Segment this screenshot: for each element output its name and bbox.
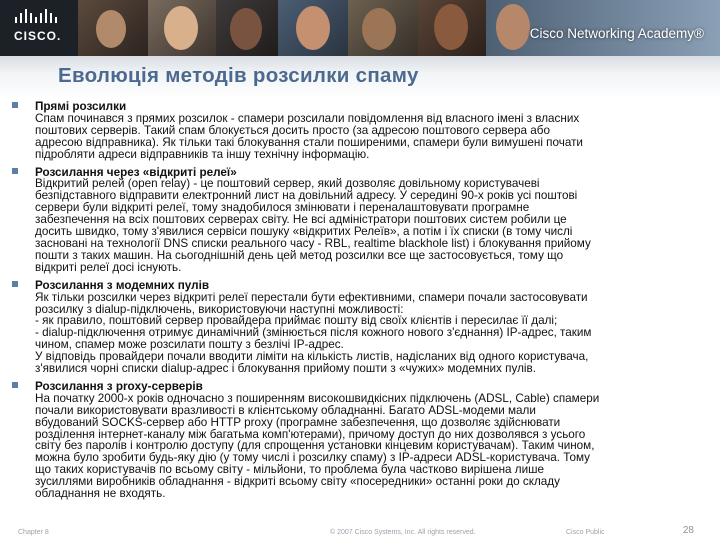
item-body: Як тільки розсилки через відкриті релеї перестали бути ефективними, спамери почали застосовувати розсилку з dialup-підключень, використовуючи наступні можливості: - як правило, поштовий сервер провайдера приймає пошту від своїх клієнтів і пересилає її далі; - dialup-підключення отримує динамічний (змінюється після кожного нового з'єднання) IP-адрес, таким чином, спамер може розсилати пошту з безлічі IP-адрес. У відповідь провайдери почали вводити ліміти на кількість листів, надісланих від одного користувача, з'явилися чорні списки dialup-адрес і блокування прийому пошти з «чужих» модемних пулів. xyxy=(35,290,592,376)
footer-classification: Cisco Public xyxy=(566,529,605,536)
content-list xyxy=(10,101,710,506)
header-banner xyxy=(0,0,720,56)
cisco-logo-text: CISCO. xyxy=(14,29,62,43)
item-title: Розсилання через «відкриті релеї» xyxy=(35,165,237,179)
header-photo xyxy=(418,0,486,56)
bullet-icon xyxy=(12,281,18,287)
footer-copyright: © 2007 Cisco Systems, Inc. All rights reserved. xyxy=(330,529,476,536)
item-body: Спам починався з прямих розсилок - спамери розсилали повідомлення від власного імені з власних поштових серверів. Такий спам блокується досить просто (за адресою поштового сервера або адресою відправника). Як тільки такі блокування стали поширеними, спамери були вимушені почати підробляти адреси відправників та іншу технічну інформацію. xyxy=(35,111,583,161)
list-item xyxy=(10,101,710,161)
header-photo xyxy=(278,0,348,56)
cisco-logo xyxy=(0,0,78,56)
academy-brand: Cisco Networking Academy® xyxy=(529,26,704,41)
bullet-icon xyxy=(12,102,18,108)
header-photo xyxy=(78,0,148,56)
item-body: Відкритий релей (open relay) - це поштовий сервер, який дозволяє довільному користувачеві безпідставного відправити електронний лист на довільний адресу. У середині 90-х років усі поштові сервери були відкриті релеї, тому знадобилося змінювати і переналаштовувати програмне забезпечення на всіх поштових серверах світу. Не всі адміністратори поштових систем робили це досить швидко, тому з'явилися сервіси пошуку «відкритих Релеїв», а потім і їх списки (в тому числі засновані на технології DNS списки реального часу - RBL, realtime blackhole list) і блокування прийому пошти з таких машин. На сьогоднішній день цей метод розсилки все ще застосовується, тому що відкриті релеї досі існують. xyxy=(35,177,591,274)
item-title: Прямі розсилки xyxy=(35,100,127,113)
footer-chapter: Chapter 8 xyxy=(18,529,49,536)
page-number: 28 xyxy=(682,525,694,536)
item-title: Розсилання з proxy-серверів xyxy=(35,379,203,393)
header-photo xyxy=(216,0,278,56)
header-photo xyxy=(148,0,216,56)
header-photo xyxy=(348,0,418,56)
bullet-icon xyxy=(12,382,18,388)
bullet-icon xyxy=(12,168,18,174)
slide-footer xyxy=(0,524,720,540)
item-body: На початку 2000-х років одночасно з поширенням високошвидкісних підключень (ADSL, Cable) спамери почали використовувати вразливості в клієнтському обладнанні. Багато ADSL-модеми мали вбудований SOCKS-сервер або HTTP proxy (програмне забезпечення, що дозволяє здійснювати розділення інтернет-каналу між багатьма комп'ютерами), причому доступ до них дозволявся з усього світу без паролів і контролю доступу (для спрощення установки кінцевим користувачам). Таким чином, можна було зробити будь-яку дію (у тому числі і розсилку спаму) з IP-адреси ADSL-користувача. Тому що таких користувачів по всьому світу - мільйони, то проблема була частково вирішена лише зусиллями виробників обладнання - відкриті всьому світу «посередники» останні роки до складу обладнання не входять. xyxy=(35,391,600,501)
item-title: Розсилання з модемних пулів xyxy=(35,278,209,292)
list-item xyxy=(10,167,710,274)
list-item xyxy=(10,280,710,375)
cisco-bars-icon xyxy=(14,9,64,27)
list-item xyxy=(10,381,710,500)
slide-title: Еволюція методів розсилки спаму xyxy=(58,64,419,87)
